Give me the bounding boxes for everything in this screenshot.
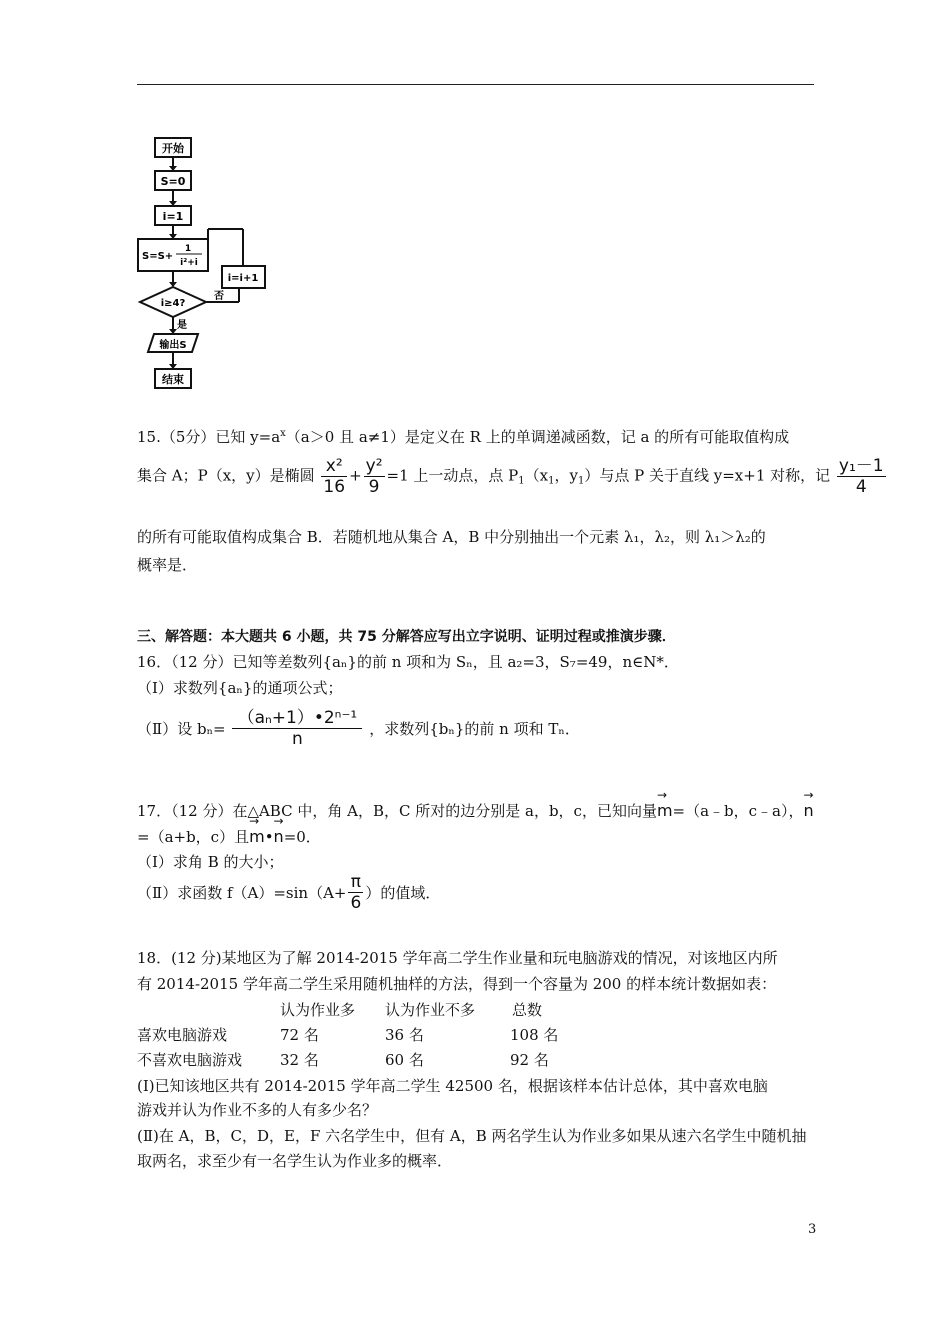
output-label: 输出S [159,340,187,351]
section-heading: 三、解答题：本大题共 6 小题，共 75 分解答应写出立字说明、证明过程或推演步骤． [137,629,676,645]
ellipse-y-fraction: $\frac{\text{y²}}{9}$ [365,456,383,497]
q16-line1: 16．（12 分）已知等差数列{aₙ}的前 n 项和为 Sₙ，且 a₂=3，S₇=49，n∈N*． [137,653,679,671]
page-number: 3 [808,1222,817,1237]
inc-i-label: i=i+1 [227,273,259,284]
table-row-label: 不喜欢电脑游戏 [137,1051,243,1069]
q18-line1: 18．(12 分)某地区为了解 2014-2015 学年高二学生作业量和玩电脑游戏的情况，对该地区内所 [137,949,778,967]
init-s-label: S=0 [160,175,186,188]
q15-line4: 概率是． [137,556,198,574]
table-header: 认为作业多 [280,1001,356,1019]
q16-part2: （Ⅱ）设 bₙ= $\frac{\text{（aₙ+1）•2ⁿ⁻¹}}{n}$ ，求数列{bₙ}的前 n 项和 Tₙ． [137,708,580,749]
header-rule [137,84,814,85]
q18-part1-b: 游戏并认为作业不多的人有多少名？ [137,1101,378,1119]
bn-fraction: $\frac{\text{（aₙ+1）•2ⁿ⁻¹}}{n}$ [232,708,362,749]
q18-part2-b: 取两名，求至少有一名学生认为作业多的概率． [137,1152,453,1170]
q17-line2: =（a+b，c）且→ m•→ n=0． [137,826,321,847]
flowchart [130,130,280,395]
table-cell: 92 名 [510,1051,549,1069]
y1-fraction: $\frac{\text{y₁－1}}{4}$ [838,456,884,497]
ellipse-x-fraction: $\frac{\text{x²}}{16}$ [323,456,346,497]
q15-line3: 的所有可能取值构成集合 B．若随机地从集合 A，B 中分别抽出一个元素 λ₁，λ₂，则 λ₁＞λ₂的 [137,528,766,546]
start-label: 开始 [162,142,184,155]
q16-part1: （I）求数列{aₙ}的通项公式； [137,679,343,697]
q15-line1: 15.（5分）已知 $y=a^x(a>0$ 且 a≠1）是定义在 R 上的单调递减函数，记 a 的所有可能取值构成 [137,428,790,446]
condition-label: i≥4? [160,298,186,309]
end-label: 结束 [162,373,184,386]
table-cell: 36 名 [385,1026,424,1044]
table-header: 认为作业不多 [385,1001,476,1019]
q17-line1: 17．（12 分）在△ABC 中，角 A，B，C 所对的边分别是 a，b，c，已知向量→ m=（a﹣b，c﹣a），→ n [137,800,814,821]
svg-text:1: 1 [184,244,192,254]
q15-line2: 集合 A；P（x，y）是椭圆 $\frac{\text{x²}}{16}$ + $\frac{\text{y²}}{9}$ =1 上一动点，点 $P_1(x_1$，$y_1$）与点 P 关于直线 y=x+1 对称，记 $\frac{\text{y₁－1}}{4}$ [137,456,884,497]
init-i-label: i=1 [162,210,184,223]
no-label: 否 [214,291,224,302]
q18-part2-a: (Ⅱ)在 A，B，C，D，E，F 六名学生中，但有 A，B 两名学生认为作业多如果从速六名学生中随机抽 [137,1127,807,1145]
table-cell: 72 名 [280,1026,319,1044]
vector-m: → m [657,801,673,820]
svg-text:i²+i: i²+i [180,258,198,268]
pi-over-6-fraction: $\frac{\pi}{6}$ [350,872,362,913]
q18-line2: 有 2014-2015 学年高二学生采用随机抽样的方法，得到一个容量为 200 的样本统计数据如表： [137,975,777,993]
table-row-label: 喜欢电脑游戏 [137,1026,228,1044]
table-cell: 108 名 [510,1026,559,1044]
yes-label: 是 [177,320,187,331]
vector-n: → n [804,801,814,820]
table-header: 总数 [512,1001,543,1019]
q17-part2: （Ⅱ）求函数 f（A）=sin（A+ $\frac{\pi}{6}$ ）的值域． [137,872,441,913]
q17-part1: （Ⅰ）求角 B 的大小； [137,853,284,871]
q18-part1-a: (I)已知该地区共有 2014-2015 学年高二学生 42500 名，根据该样本估计总体，其中喜欢电脑 [137,1077,768,1095]
table-cell: 32 名 [280,1051,319,1069]
table-cell: 60 名 [385,1051,424,1069]
svg-text:S=S+: S=S+ [142,251,174,262]
